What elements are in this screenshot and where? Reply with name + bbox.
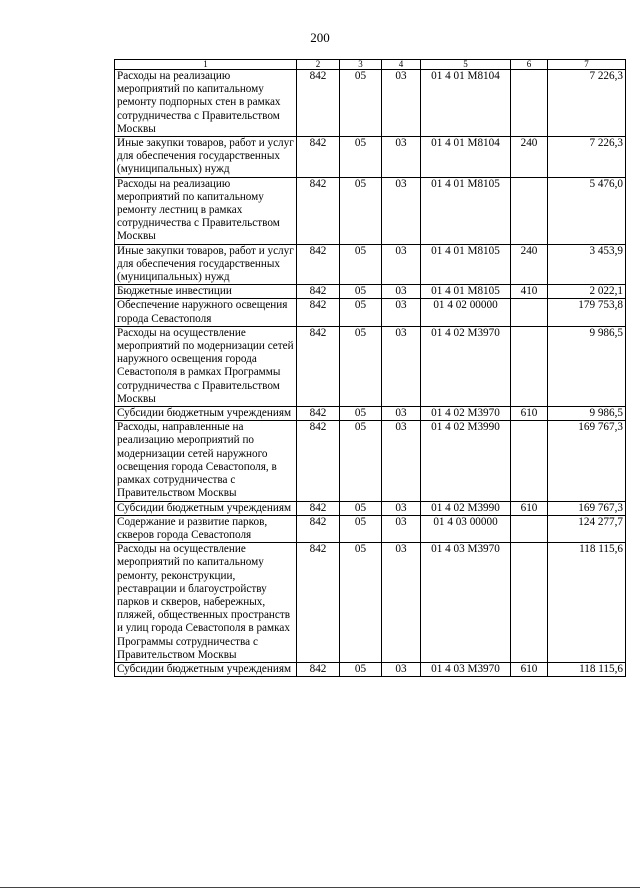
- table-row: [115, 326, 626, 406]
- expense-type-cell: 610: [511, 501, 548, 515]
- ministry-code-cell: 842: [297, 244, 340, 285]
- amount-cell: 169 767,3: [548, 501, 626, 515]
- column-number-4: 4: [382, 60, 421, 70]
- subsection-code-cell: 03: [382, 70, 421, 137]
- section-code-cell: 05: [340, 326, 382, 406]
- subsection-code-cell: 03: [382, 299, 421, 326]
- target-article-cell: 01 4 01 M8104: [421, 70, 511, 137]
- amount-cell: 2 022,1: [548, 285, 626, 299]
- amount-cell: 169 767,3: [548, 421, 626, 501]
- table-header-row: [115, 60, 626, 70]
- ministry-code-cell: 842: [297, 70, 340, 137]
- section-code-cell: 05: [340, 70, 382, 137]
- target-article-cell: 01 4 03 M3970: [421, 662, 511, 676]
- expense-type-cell: 240: [511, 137, 548, 178]
- target-article-cell: 01 4 02 00000: [421, 299, 511, 326]
- table-row: [115, 70, 626, 137]
- target-article-cell: 01 4 03 00000: [421, 515, 511, 542]
- subsection-code-cell: 03: [382, 407, 421, 421]
- target-article-cell: 01 4 01 M8105: [421, 244, 511, 285]
- subsection-code-cell: 03: [382, 501, 421, 515]
- expense-type-cell: [511, 177, 548, 244]
- target-article-cell: 01 4 02 M3970: [421, 407, 511, 421]
- amount-cell: 179 753,8: [548, 299, 626, 326]
- target-article-cell: 01 4 01 M8104: [421, 137, 511, 178]
- section-code-cell: 05: [340, 662, 382, 676]
- expense-type-cell: [511, 326, 548, 406]
- table-row: [115, 662, 626, 676]
- section-code-cell: 05: [340, 299, 382, 326]
- expense-name-cell: Обеспечение наружного освещения города Севастополя: [115, 299, 297, 326]
- amount-cell: 3 453,9: [548, 244, 626, 285]
- ministry-code-cell: 842: [297, 177, 340, 244]
- ministry-code-cell: 842: [297, 543, 340, 663]
- amount-cell: 9 986,5: [548, 326, 626, 406]
- section-code-cell: 05: [340, 543, 382, 663]
- ministry-code-cell: 842: [297, 407, 340, 421]
- expense-name-cell: Иные закупки товаров, работ и услуг для обеспечения государственных (муниципальных) нужд: [115, 244, 297, 285]
- section-code-cell: 05: [340, 501, 382, 515]
- section-code-cell: 05: [340, 177, 382, 244]
- section-code-cell: 05: [340, 285, 382, 299]
- expense-type-cell: 240: [511, 244, 548, 285]
- ministry-code-cell: 842: [297, 299, 340, 326]
- page-number: 200: [310, 30, 330, 45]
- subsection-code-cell: 03: [382, 662, 421, 676]
- table-row: [115, 501, 626, 515]
- amount-cell: 5 476,0: [548, 177, 626, 244]
- expense-name-cell: Расходы, направленные на реализацию мероприятий по модернизации сетей наружного освещения города Севастополя, в рамках сотрудничества с Правительством Москвы: [115, 421, 297, 501]
- target-article-cell: 01 4 03 M3970: [421, 543, 511, 663]
- expense-type-cell: [511, 515, 548, 542]
- budget-table: [114, 59, 626, 677]
- amount-cell: 118 115,6: [548, 662, 626, 676]
- table-row: [115, 299, 626, 326]
- table-row: [115, 177, 626, 244]
- section-code-cell: 05: [340, 515, 382, 542]
- table-row: [115, 244, 626, 285]
- expense-name-cell: Расходы на осуществление мероприятий по модернизации сетей наружного освещения города Севастополя в рамках Программы сотрудничества с Правительством Москвы: [115, 326, 297, 406]
- subsection-code-cell: 03: [382, 515, 421, 542]
- table-row: [115, 407, 626, 421]
- column-number-1: 1: [115, 60, 297, 70]
- expense-name-cell: Субсидии бюджетным учреждениям: [115, 662, 297, 676]
- ministry-code-cell: 842: [297, 137, 340, 178]
- expense-name-cell: Бюджетные инвестиции: [115, 285, 297, 299]
- target-article-cell: 01 4 01 M8105: [421, 177, 511, 244]
- section-code-cell: 05: [340, 137, 382, 178]
- ministry-code-cell: 842: [297, 515, 340, 542]
- expense-type-cell: [511, 421, 548, 501]
- expense-name-cell: Расходы на осуществление мероприятий по капитальному ремонту, реконструкции, реставрации и благоустройству парков и скверов, набережных, пляжей, общественных пространств и улиц города Севастополя в рамках Программы сотрудничества с Правительством Москвы: [115, 543, 297, 663]
- subsection-code-cell: 03: [382, 326, 421, 406]
- ministry-code-cell: 842: [297, 326, 340, 406]
- table-row: [115, 543, 626, 663]
- target-article-cell: 01 4 02 M3970: [421, 326, 511, 406]
- subsection-code-cell: 03: [382, 285, 421, 299]
- amount-cell: 7 226,3: [548, 70, 626, 137]
- amount-cell: 124 277,7: [548, 515, 626, 542]
- table-row: [115, 515, 626, 542]
- subsection-code-cell: 03: [382, 421, 421, 501]
- target-article-cell: 01 4 02 M3990: [421, 421, 511, 501]
- table-row: [115, 137, 626, 178]
- expense-type-cell: 610: [511, 662, 548, 676]
- column-number-7: 7: [548, 60, 626, 70]
- column-number-5: 5: [421, 60, 511, 70]
- ministry-code-cell: 842: [297, 285, 340, 299]
- expense-name-cell: Субсидии бюджетным учреждениям: [115, 501, 297, 515]
- expense-name-cell: Содержание и развитие парков, скверов города Севастополя: [115, 515, 297, 542]
- section-code-cell: 05: [340, 407, 382, 421]
- subsection-code-cell: 03: [382, 543, 421, 663]
- expense-name-cell: Иные закупки товаров, работ и услуг для обеспечения государственных (муниципальных) нужд: [115, 137, 297, 178]
- section-code-cell: 05: [340, 244, 382, 285]
- subsection-code-cell: 03: [382, 244, 421, 285]
- expense-name-cell: Расходы на реализацию мероприятий по капитальному ремонту подпорных стен в рамках сотрудничества с Правительством Москвы: [115, 70, 297, 137]
- expense-name-cell: Субсидии бюджетным учреждениям: [115, 407, 297, 421]
- expense-type-cell: 410: [511, 285, 548, 299]
- table-row: [115, 285, 626, 299]
- section-code-cell: 05: [340, 421, 382, 501]
- subsection-code-cell: 03: [382, 177, 421, 244]
- expense-type-cell: [511, 299, 548, 326]
- expense-type-cell: 610: [511, 407, 548, 421]
- column-number-3: 3: [340, 60, 382, 70]
- column-number-2: 2: [297, 60, 340, 70]
- amount-cell: 7 226,3: [548, 137, 626, 178]
- ministry-code-cell: 842: [297, 421, 340, 501]
- ministry-code-cell: 842: [297, 662, 340, 676]
- table-row: [115, 421, 626, 501]
- expense-name-cell: Расходы на реализацию мероприятий по капитальному ремонту лестниц в рамках сотрудничества с Правительством Москвы: [115, 177, 297, 244]
- subsection-code-cell: 03: [382, 137, 421, 178]
- expense-type-cell: [511, 543, 548, 663]
- amount-cell: 9 986,5: [548, 407, 626, 421]
- amount-cell: 118 115,6: [548, 543, 626, 663]
- ministry-code-cell: 842: [297, 501, 340, 515]
- column-number-6: 6: [511, 60, 548, 70]
- expense-type-cell: [511, 70, 548, 137]
- page-bottom-rule: [0, 887, 640, 888]
- target-article-cell: 01 4 01 M8105: [421, 285, 511, 299]
- target-article-cell: 01 4 02 M3990: [421, 501, 511, 515]
